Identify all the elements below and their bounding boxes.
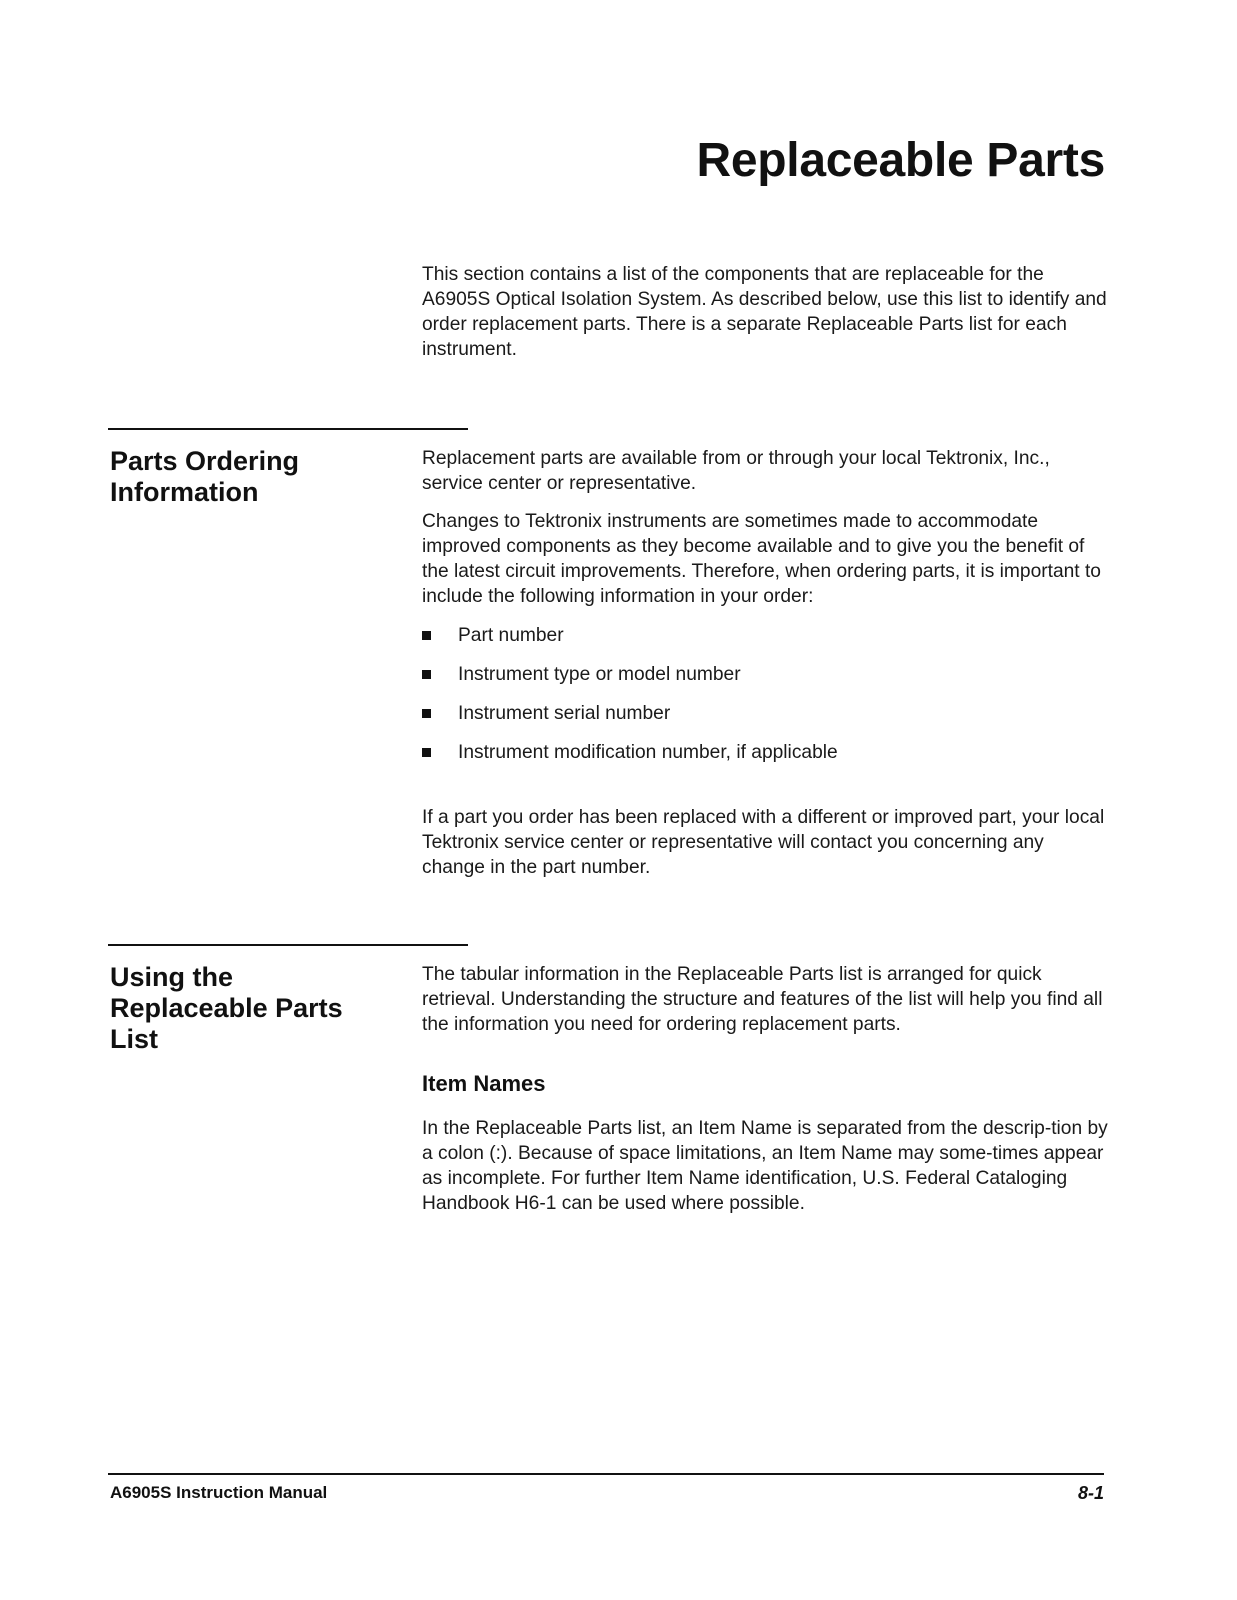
square-bullet-icon bbox=[422, 748, 431, 757]
item-names-paragraph: In the Replaceable Parts list, an Item Name is separated from the descrip-tion by a colon (:). Because of space limitations, an Item Name may some-times appear as incomplete. For further Item Name identification, U.S. Federal Cataloging Handbook H6-1 can be used where possible. bbox=[422, 1118, 1108, 1214]
list-item bbox=[422, 740, 1112, 765]
list-item-text: Instrument serial number bbox=[458, 703, 671, 724]
square-bullet-icon bbox=[422, 709, 431, 718]
list-item bbox=[422, 623, 1112, 648]
using-list-heading: Using the Replaceable Parts List bbox=[110, 962, 343, 1054]
list-item-text: Instrument type or model number bbox=[458, 664, 741, 685]
section-divider-using-list bbox=[108, 944, 468, 946]
tabular-info-paragraph: The tabular information in the Replaceable Parts list is arranged for quick retrieval. Understanding the structure and features of the list will help you find all the information you need for ordering replacement parts. bbox=[422, 964, 1103, 1035]
parts-ordering-heading: Parts Ordering Information bbox=[110, 446, 300, 507]
square-bullet-icon bbox=[422, 670, 431, 679]
square-bullet-icon bbox=[422, 631, 431, 640]
item-names-heading: Item Names bbox=[422, 1071, 546, 1096]
parts-availability-paragraph: Replacement parts are available from or through your local Tektronix, Inc., service center or representative. bbox=[422, 448, 1050, 494]
list-item-text: Part number bbox=[458, 625, 564, 646]
footer-page-number: 8-1 bbox=[1077, 1483, 1104, 1503]
list-item bbox=[422, 701, 1112, 726]
footer-rule bbox=[108, 1473, 1104, 1475]
order-info-list bbox=[422, 623, 1112, 779]
changes-paragraph: Changes to Tektronix instruments are sometimes made to accommodate improved components as they become available and to give you the benefit of the latest circuit improvements. Therefore, when ordering parts, it is important to include the following information in your order: bbox=[422, 511, 1101, 607]
section-divider-parts-ordering bbox=[108, 428, 468, 430]
list-item bbox=[422, 662, 1112, 687]
footer-manual-title: A6905S Instruction Manual bbox=[110, 1483, 328, 1502]
replaced-part-paragraph: If a part you order has been replaced with a different or improved part, your local Tektronix service center or representative will contact you concerning any change in the part number. bbox=[422, 807, 1105, 878]
list-item-text: Instrument modification number, if applicable bbox=[458, 742, 838, 763]
intro-paragraph: This section contains a list of the components that are replaceable for the A6905S Optical Isolation System. As described below, use this list to identify and order replacement parts. There is a separate Replaceable Parts list for each instrument. bbox=[422, 264, 1107, 360]
page-title: Replaceable Parts bbox=[696, 134, 1105, 187]
